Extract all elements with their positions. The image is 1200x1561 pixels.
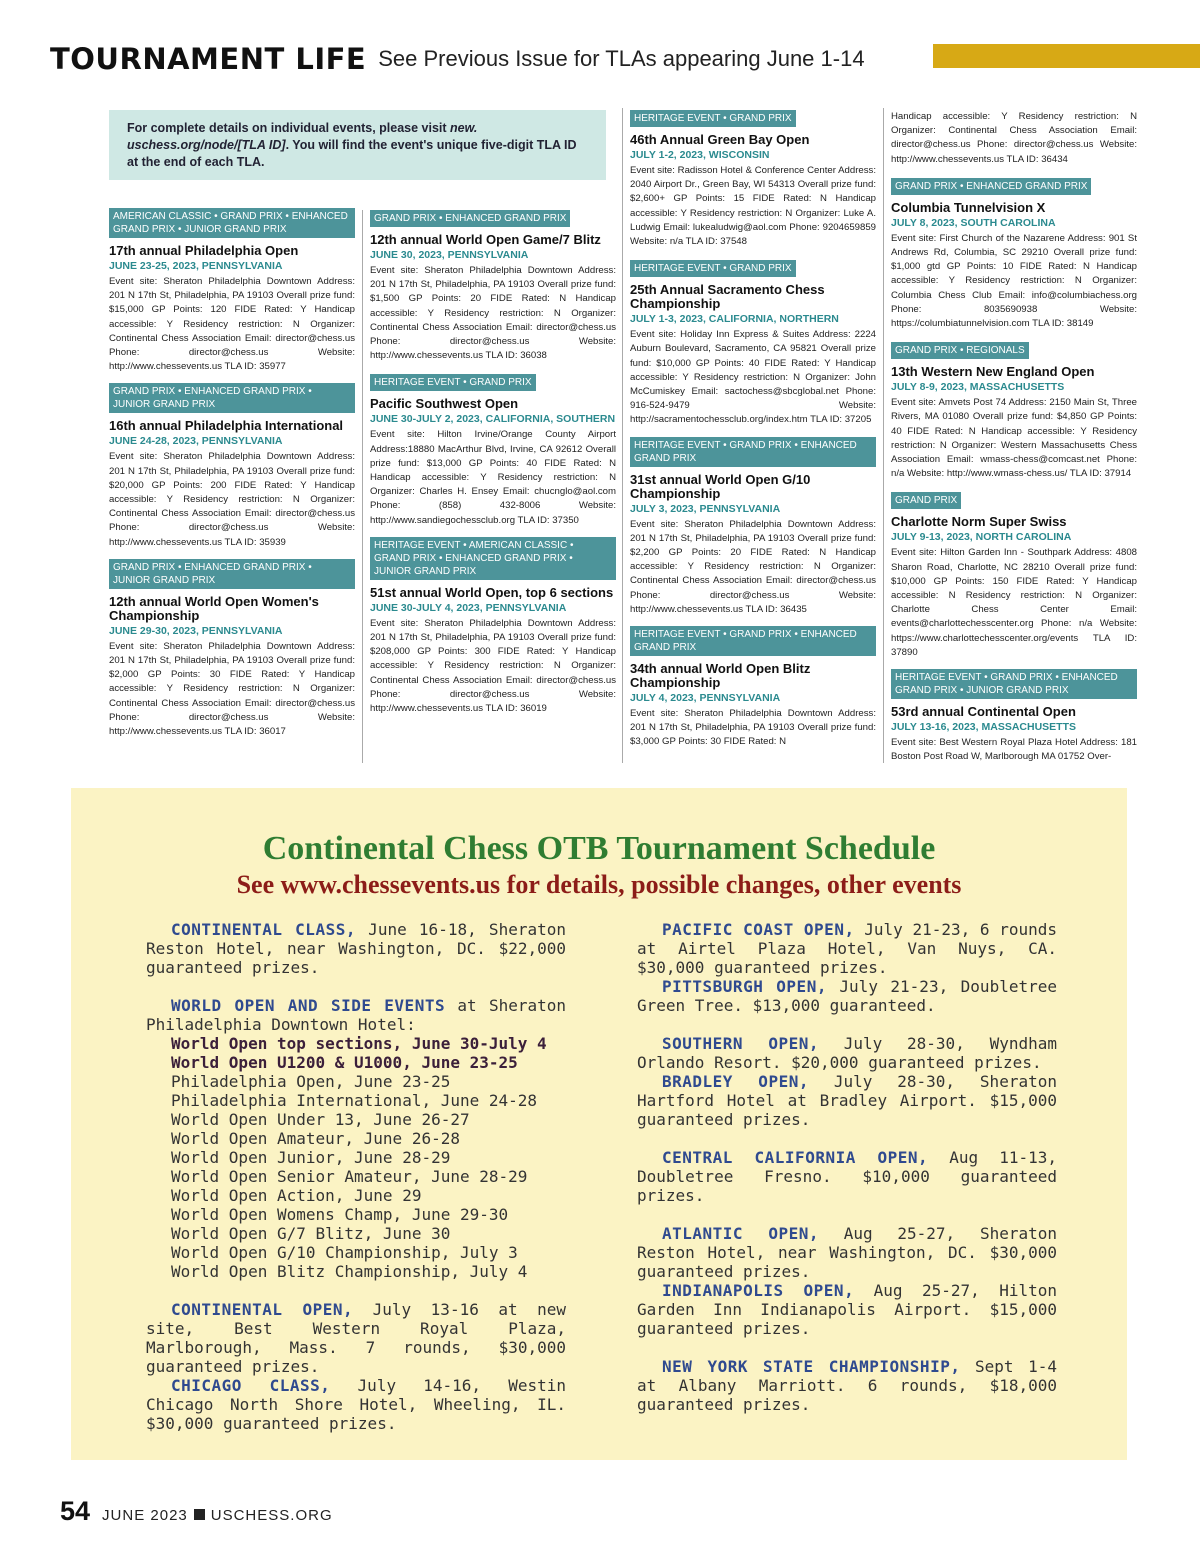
event-name: PACIFIC COAST OPEN, [662,920,855,939]
schedule-right-column [637,920,1057,1414]
schedule-entry [637,920,1057,977]
separator-square-icon [194,1509,205,1520]
event-date: JULY 1-3, 2023, CALIFORNIA, NORTHERN [630,313,839,326]
event-details: Aug 25-27, Hilton Garden Inn Indianapolis Airport. $15,000 guaranteed prizes. [637,1281,1058,1338]
page-number: 54 [60,1496,91,1526]
side-event: World Open G/10 Championship, July 3 [171,1243,518,1262]
event-tags: GRAND PRIX • ENHANCED GRAND PRIX • JUNIOR GRAND PRIX [109,383,355,413]
event-date: JULY 8, 2023, SOUTH CAROLINA [891,216,1056,229]
side-event-bold: World Open top sections, June 30-July 4 [171,1034,547,1053]
event-title: Pacific Southwest Open [370,396,519,412]
event-details: July 28-30, Sheraton Hartford Hotel at Bradley Airport. $15,000 guaranteed prizes. [637,1072,1057,1129]
schedule-entry [637,1281,1057,1338]
event-tags: HERITAGE EVENT • GRAND PRIX • ENHANCED GRAND PRIX [630,626,876,656]
event-title: 53rd annual Continental Open [891,704,1076,720]
tla-column-4 [891,108,1137,773]
notice-text-b: . You will find the event's unique five-digit TLA ID at the end of each TLA. [127,138,577,169]
event-details: July 21-23, 6 rounds at Airtel Plaza Hotel, Van Nuys, CA. $30,000 guaranteed prizes. [637,920,1057,977]
schedule-entry [637,1148,1057,1205]
schedule-title: Continental Chess OTB Tournament Schedule [262,830,936,867]
schedule-entry [637,977,1057,1015]
schedule-entry [146,1376,566,1433]
event-title: 31st annual World Open G/10 Championship [630,471,811,501]
event-date: JULY 3, 2023, PENNSYLVANIA [630,502,781,515]
event-details: July 28-30, Wyndham Orlando Resort. $20,000 guaranteed prizes. [637,1034,1058,1072]
notice-url[interactable]: new. uschess.org/node/[TLA ID] [127,121,478,152]
event-date: JUNE 30-JULY 2, 2023, CALIFORNIA, SOUTHERN [370,413,616,426]
tla-column-2 [370,208,616,725]
section-subtitle: See Previous Issue for TLAs appearing June 1-14 [378,46,865,71]
tla-entry [370,208,616,363]
event-details: Event site: Sheraton Philadelphia Downtown Address: 201 N 17th St, Philadelphia, PA 19103 Overall prize fund: $1,500 GP Points: 20 FIDE Rated: N Handicap accessible: Y Residency restriction: N Organizer: Continental Chess Association Email: director@chess.us Phone: director@chess.us Website: http://www.chessevents.us TLA ID: 36038 [370,265,616,362]
event-date: JUNE 30-JULY 4, 2023, PENNSYLVANIA [370,601,567,614]
event-tags: GRAND PRIX • ENHANCED GRAND PRIX [891,178,1091,195]
event-tags: GRAND PRIX • REGIONALS [891,342,1029,359]
tla-entry [630,108,876,249]
event-details: Event site: Best Western Royal Plaza Hotel Address: 181 Boston Post Road W, Marlborough MA 01752 Over- [891,737,1137,763]
tla-column-3 [630,108,876,759]
side-event-bold: World Open U1200 & U1000, June 23-25 [171,1053,518,1072]
event-tags: HERITAGE EVENT • GRAND PRIX • ENHANCED GRAND PRIX • JUNIOR GRAND PRIX [891,669,1137,699]
event-title: 25th Annual Sacramento Chess Championship [630,282,825,312]
event-details: Event site: Amvets Post 74 Address: 2150 Main St, Three Rivers, MA 01080 Overall prize fund: $4,850 GP Points: 40 FIDE Rated: N Handicap accessible: Y Residency restriction: N Organizer: Western Massachusetts Chess Association Email: wmass-chess@comcast.net Phone: n/a Website: http://www.wmass-chess.us/ TLA ID: 37914 [891,397,1137,480]
event-name: CHICAGO CLASS, [171,1376,331,1395]
event-tags: GRAND PRIX • ENHANCED GRAND PRIX [370,210,570,227]
schedule-entry [637,1072,1057,1129]
event-title: 46th Annual Green Bay Open [630,132,810,147]
event-name: BRADLEY OPEN, [662,1072,809,1091]
tla-entry [891,669,1137,764]
tla-entry [370,372,616,527]
event-name: WORLD OPEN AND SIDE EVENTS [171,996,446,1015]
event-tags: HERITAGE EVENT • GRAND PRIX [630,260,796,277]
column-divider [362,210,363,763]
side-event: World Open Womens Champ, June 29-30 [171,1205,509,1224]
event-details: Event site: Radisson Hotel & Conference Center Address: 2040 Airport Dr., Green Bay, WI 54313 Overall prize fund: $2,600+ GP Points: 15 FIDE Rated: N Handicap accessible: Y Residency restriction: N Organizer: Luke A. Ludwig Email: lukealudwig@aol.com Phone: 9204659859 Website: n/a TLA ID: 37548 [630,165,876,248]
side-event: World Open Junior, June 28-29 [171,1148,451,1167]
side-event: World Open Action, June 29 [171,1186,422,1205]
event-details: June 16-18, Sheraton Reston Hotel, near Washington, DC. $22,000 guaranteed prizes. [146,920,566,977]
schedule-entry [146,996,566,1034]
event-tags: GRAND PRIX [891,492,961,509]
page-header [50,40,1200,78]
issue-date: JUNE 2023 [102,1507,188,1524]
event-details: Aug 25-27, Sheraton Reston Hotel, near Washington, DC. $30,000 guaranteed prizes. [637,1224,1058,1281]
tla-column-1 [109,208,355,748]
schedule-left-column [146,920,566,1433]
side-event: World Open Blitz Championship, July 4 [171,1262,528,1281]
event-tags: AMERICAN CLASSIC • GRAND PRIX • ENHANCED GRAND PRIX • JUNIOR GRAND PRIX [109,208,355,238]
side-event: Philadelphia Open, June 23-25 [171,1072,451,1091]
event-date: JUNE 23-25, 2023, PENNSYLVANIA [109,260,283,272]
event-details: July 13-16 at new site, Best Western Royal Plaza, Marlborough, Mass. 7 rounds, $30,000 guaranteed prizes. [146,1300,567,1376]
schedule-entry [146,920,566,977]
event-date: JULY 9-13, 2023, NORTH CAROLINA [891,531,1072,544]
column-divider [622,108,623,763]
event-date: JULY 13-16, 2023, MASSACHUSETTS [891,721,1076,734]
tla-entry [630,626,876,750]
event-title: Columbia Tunnelvision X [891,199,1046,215]
section-title: TOURNAMENT LIFE [50,42,367,76]
event-details: July 21-23, Doubletree Green Tree. $13,000 guaranteed. [637,977,1057,1015]
side-event: Philadelphia International, June 24-28 [171,1091,538,1110]
event-details: Event site: Sheraton Philadelphia Downtown Address: 201 N 17th St, Philadelphia, PA 19103 Overall prize fund: $15,000 GP Points: 120 FIDE Rated: Y Handicap accessible: Y Residency restriction: N Organizer: Continental Chess Association Email: director@chess.us Phone: director@chess.us Website: http://www.chessevents.us TLA ID: 35977 [109,276,355,373]
notice-box [109,110,606,180]
tla-entry [891,110,1137,167]
schedule-panel [71,788,1127,1460]
event-details: Event site: Sheraton Philadelphia Downtown Address: 201 N 17th St, Philadelphia, PA 19103 Overall prize fund: $2,200 GP Points: 20 FIDE Rated: N Handicap accessible: Y Residency restriction: N Organizer: Continental Chess Association Email: director@chess.us Phone: director@chess.us Website: http://www.chessevents.us TLA ID: 36435 [630,518,876,615]
event-title: 51st annual World Open, top 6 sections [370,584,614,600]
event-title: 34th annual World Open Blitz Championship [630,661,811,691]
tla-entry [109,559,355,739]
event-date: JULY 1-2, 2023, WISCONSIN [630,149,770,161]
event-title: Charlotte Norm Super Swiss [891,514,1067,530]
event-name: CONTINENTAL OPEN, [171,1300,354,1319]
event-title: 12th annual World Open Game/7 Blitz [370,232,601,247]
event-details: Event site: Sheraton Philadelphia Downtown Address: 201 N 17th St, Philadelphia, PA 19103 Overall prize fund: $20,000 GP Points: 200 FIDE Rated: Y Handicap accessible: Y Residency restriction: N Organizer: Continental Chess Association Email: director@chess.us Phone: director@chess.us Website: http://www.chessevents.us TLA ID: 35939 [109,451,355,548]
event-details: July 14-16, Westin Chicago North Shore Hotel, Wheeling, IL. $30,000 guaranteed prizes. [146,1376,566,1433]
event-details: Event site: First Church of the Nazarene Address: 901 St Andrews Rd, Columbia, SC 29210 Overall prize fund: $1,000 gtd GP Points: 10 FIDE Rated: N Handicap accessible: Y Residency restriction: N Organizer: Columbia Chess Club Email: info@columbiachess.org Phone: 8035690938 Website: https://columbiatunnelvision.com TLA ID: 38149 [891,232,1137,330]
event-name: SOUTHERN OPEN, [662,1034,819,1053]
schedule-entry [637,1357,1057,1414]
event-title: 13th Western New England Open [891,364,1095,380]
event-date: JUNE 24-28, 2023, PENNSYLVANIA [109,435,283,448]
event-details: Event site: Hilton Garden Inn - Southpark Address: 4808 Sharon Road, Charlotte, NC 28210 Overall prize fund: $10,000 GP Points: 150 FIDE Rated: Y Handicap accessible: N Residency restriction: N Organizer: Charlotte Chess Center Email: events@charlottechesscenter.org Phone: n/a Website: https://www.charlottechesscenter.org/events TLA ID: 37890 [891,547,1137,658]
event-title: 17th annual Philadelphia Open [109,243,299,258]
event-details: Event site: Sheraton Philadelphia Downtown Address: 201 N 17th St, Philadelphia, PA 19103 Overall prize fund: $2,000 GP Points: 30 FIDE Rated: Y Handicap accessible: Y Residency restriction: N Organizer: Continental Chess Association Email: director@chess.us Phone: director@chess.us Website: http://www.chessevents.us TLA ID: 36017 [109,640,355,738]
schedule-entry [146,1300,566,1376]
event-details: at Sheraton Philadelphia Downtown Hotel: [146,996,567,1034]
event-tags: HERITAGE EVENT • GRAND PRIX • ENHANCED GRAND PRIX [630,437,876,467]
event-details: Event site: Sheraton Philadelphia Downtown Address: 201 N 17th St, Philadelphia, PA 19103 Overall prize fund: $3,000 GP Points: 30 FIDE Rated: N [630,708,876,748]
event-name: PITTSBURGH OPEN, [662,977,827,996]
tla-entry [630,258,876,427]
side-event: World Open Under 13, June 26-27 [171,1110,470,1129]
event-date: JULY 4, 2023, PENNSYLVANIA [630,692,781,705]
event-date: JULY 8-9, 2023, MASSACHUSETTS [891,381,1065,394]
schedule-entry [637,1224,1057,1281]
event-date: JUNE 30, 2023, PENNSYLVANIA [370,249,529,261]
event-name: NEW YORK STATE CHAMPIONSHIP, [662,1357,961,1376]
event-name: CONTINENTAL CLASS, [171,920,356,939]
event-tags: HERITAGE EVENT • AMERICAN CLASSIC • GRAND PRIX • ENHANCED GRAND PRIX • JUNIOR GRAND PRIX [370,537,616,580]
side-event: World Open G/7 Blitz, June 30 [171,1224,451,1243]
tla-entry [109,383,355,549]
tla-entry [891,340,1137,481]
event-name: INDIANAPOLIS OPEN, [662,1281,855,1300]
event-title: 16th annual Philadelphia International [109,418,344,434]
column-divider [883,108,884,763]
event-details: Event site: Hilton Irvine/Orange County Airport Address:18880 MacArthur Blvd, Irvine, CA 92612 Overall prize fund: $13,000 GP Points: 40 FIDE Rated: N Handicap accessible: Y Residency restriction: N Organizer: Charles H. Ensey Email: chucnglo@aol.com Phone: (858) 432-8006 Website: http://www.sandiegochessclub.org TLA ID: 37350 [370,429,616,526]
tla-entry [370,537,616,716]
event-tags: GRAND PRIX • ENHANCED GRAND PRIX • JUNIOR GRAND PRIX [109,559,355,589]
event-title: 12th annual World Open Women's Championship [109,593,319,623]
footer-text [102,1507,333,1524]
header-accent-bar [933,44,1200,68]
schedule-subtitle: See www.chessevents.us for details, possible changes, other events [236,870,962,899]
tla-entry [891,176,1137,331]
notice-text-a: For complete details on individual events, please visit [127,121,451,135]
event-tags: HERITAGE EVENT • GRAND PRIX [370,374,536,391]
event-details: Aug 11-13, Doubletree Fresno. $10,000 guaranteed prizes. [637,1148,1057,1205]
event-name: CENTRAL CALIFORNIA OPEN, [662,1148,929,1167]
event-date: JUNE 29-30, 2023, PENNSYLVANIA [109,624,283,637]
event-tags: HERITAGE EVENT • GRAND PRIX [630,110,796,127]
tla-entry [109,208,355,374]
event-details: Handicap accessible: Y Residency restriction: N Organizer: Continental Chess Association Email: director@chess.us Phone: director@chess.us Website: http://www.chessevents.us TLA ID: 36434 [891,111,1137,165]
tla-entry [891,490,1137,660]
event-details: Sept 1-4 at Albany Marriott. 6 rounds, $18,000 guaranteed prizes. [637,1357,1057,1414]
side-event: World Open Amateur, June 26-28 [171,1129,460,1148]
page-footer [60,1496,333,1528]
tla-entry [630,437,876,617]
event-details: Event site: Holiday Inn Express & Suites Address: 2224 Auburn Boulevard, Sacramento, CA 95821 Overall prize fund: $10,000 GP Points: 40 FIDE Rated: Y Handicap accessible: Y Residency restriction: N Organizer: John McCumiskey Email: sactochess@sbcglobal.net Phone: 916-524-9479 Website: http://sacramentochessclub.org/index.htm TLA ID: 37205 [630,329,876,426]
event-name: ATLANTIC OPEN, [662,1224,819,1243]
side-event: World Open Senior Amateur, June 28-29 [171,1167,528,1186]
schedule-entry [637,1034,1057,1072]
site-name: USCHESS.ORG [210,1507,333,1524]
event-details: Event site: Sheraton Philadelphia Downtown Address: 201 N 17th St, Philadelphia, PA 19103 Overall prize fund: $208,000 GP Points: 300 FIDE Rated: Y Handicap accessible: Y Residency restriction: N Organizer: Continental Chess Association Email: director@chess.us Phone: director@chess.us Website: http://www.chessevents.us TLA ID: 36019 [370,617,616,715]
